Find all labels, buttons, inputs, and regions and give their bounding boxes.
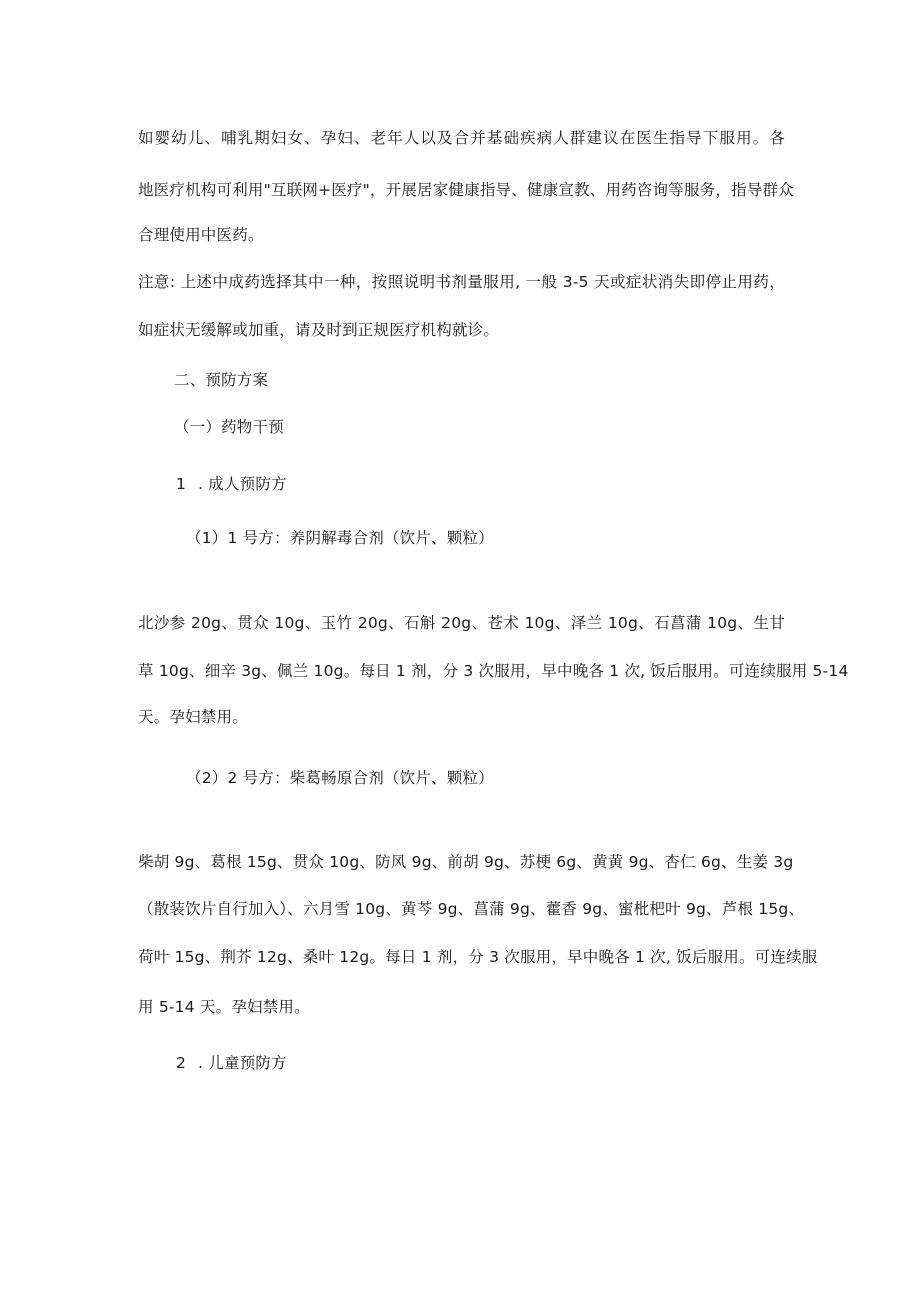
item-number: 2	[176, 1054, 187, 1072]
formula-1-line-1: 北沙参 20g、贯众 10g、玉竹 20g、石斛 20g、苍术 10g、泽兰 10g、石菖蒲 10g、生甘	[138, 614, 785, 632]
paragraph-1-line-2: 地医疗机构可利用"互联网+医疗"，开展居家健康指导、健康宣教、用药咨询等服务，指导群众	[138, 181, 794, 199]
paragraph-2-line-2: 如症状无缓解或加重，请及时到正规医疗机构就诊。	[138, 321, 500, 339]
paragraph-2-line-1: 注意: 上述中成药选择其中一种，按照说明书剂量服用, 一般 3-5 天或症状消失即停止用药，	[138, 273, 785, 291]
formula-1-heading: （1）1 号方：养阴解毒合剂（饮片、颗粒）	[186, 529, 494, 547]
formula-1-line-3: 天。孕妇禁用。	[138, 708, 248, 726]
formula-2-line-1: 柴胡 9g、葛根 15g、贯众 10g、防风 9g、前胡 9g、苏梗 6g、黄黄 9g、杏仁 6g、生姜 3g	[138, 853, 794, 871]
subsection-heading-drug-intervention: （一）药物干预	[174, 418, 284, 436]
item-number: 1	[176, 475, 187, 493]
paragraph-1-line-1: 如婴幼儿、哺乳期妇女、孕妇、老年人以及合并基础疾病人群建议在医生指导下服用。各	[138, 129, 785, 147]
formula-1-line-2: 草 10g、细辛 3g、佩兰 10g。每日 1 剂，分 3 次服用，早中晚各 1 次, 饭后服用。可连续服用 5-14	[138, 662, 849, 680]
formula-2-line-3: 荷叶 15g、荆芥 12g、桑叶 12g。每日 1 剂，分 3 次服用，早中晚各 1 次, 饭后服用。可连续服	[138, 948, 818, 966]
item-title: . 儿童预防方	[198, 1054, 287, 1072]
formula-2-heading: （2）2 号方：柴葛畅原合剂（饮片、颗粒）	[186, 769, 494, 787]
paragraph-1-line-3: 合理使用中医药。	[138, 226, 264, 244]
item-heading-children	[176, 1053, 287, 1073]
item-heading-adult	[176, 474, 287, 494]
formula-2-line-2: （散装饮片自行加入）、六月雪 10g、黄芩 9g、菖蒲 9g、藿香 9g、蜜枇杷叶 9g、芦根 15g、	[138, 900, 805, 918]
formula-2-line-4: 用 5-14 天。孕妇禁用。	[138, 998, 310, 1016]
item-title: . 成人预防方	[198, 475, 287, 493]
section-heading-prevention: 二、预防方案	[174, 371, 269, 389]
